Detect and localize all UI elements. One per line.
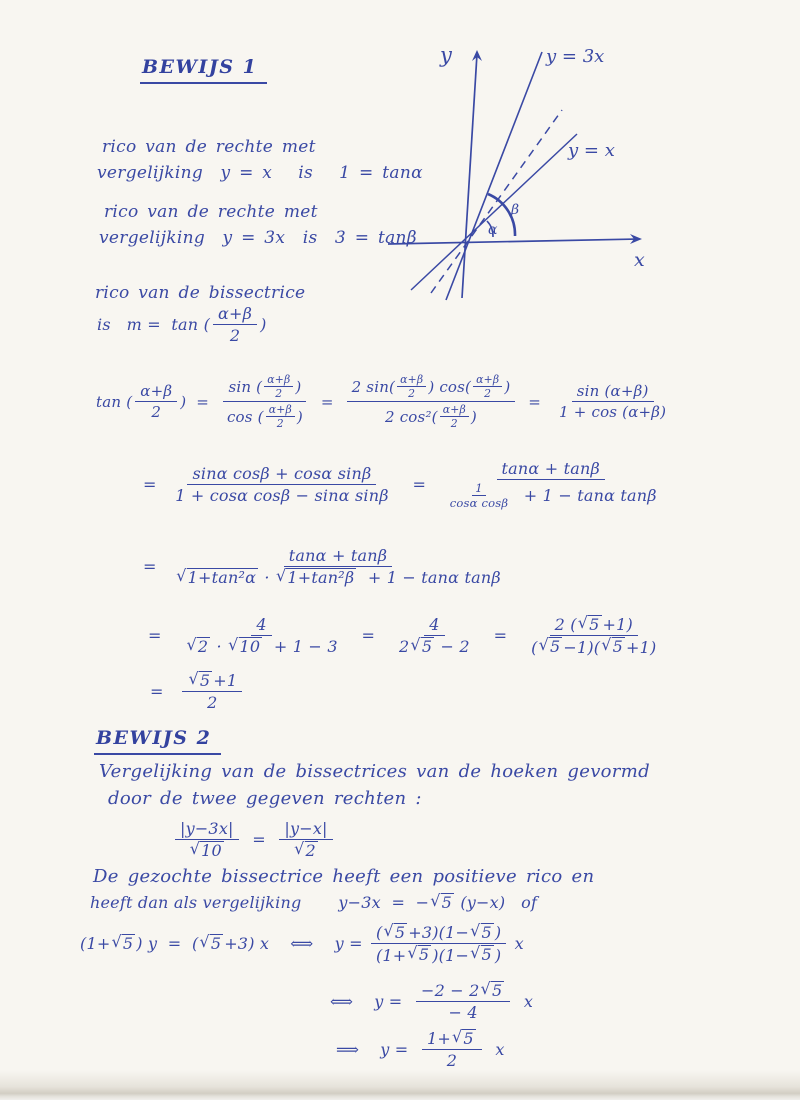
paragraph-line: Vergelijking van de bissectrices van de hoeken gevormd bbox=[99, 761, 650, 782]
paragraph-line: De gezochte bissectrice heeft een positieve rico en bbox=[93, 866, 595, 887]
bisectrix-dashed-line bbox=[431, 110, 562, 293]
paragraph-line: door de twee gegeven rechten : bbox=[108, 788, 422, 809]
equation-line-3: = tanα + tanβ √ 1+tan²α · √ 1+tan²β + 1 − tanα tanβ bbox=[143, 546, 501, 588]
equation-line-6: (1+ √ 5 ) y = ( √ 5 +3) x ⟺ y = ( √ 5 +3)(1− √ 5 ) (1+ √ 5 )(1− √ 5 ) x bbox=[80, 921, 524, 965]
line-y-equals-3x bbox=[446, 52, 542, 300]
y-axis-label: y bbox=[440, 43, 452, 67]
proof1-title: BEWIJS 1 bbox=[140, 56, 267, 84]
paragraph-line: rico van de rechte met bbox=[102, 137, 316, 157]
paragraph-math-line: is m = tan ( $\frac{\alpha+\beta}{2}$ ) bbox=[97, 304, 267, 345]
x-axis-label: x bbox=[634, 249, 645, 271]
equation-line-8: ⟹ y = 1+ √ 5 2 x bbox=[336, 1027, 505, 1071]
axes-diagram bbox=[378, 28, 694, 322]
y-axis-line bbox=[462, 54, 477, 298]
x-axis-line bbox=[388, 239, 638, 244]
paragraph-line: rico van de bissectrice bbox=[95, 283, 306, 303]
equation-line-2: = $\frac{\text{sinα cosβ + cosα sinβ}}{\text{1 + cosα cosβ − sinα sinβ}}$ = tanα + tanβ $\frac{1}{\text{cosα cosβ}}$ + 1 − tanα tanβ bbox=[143, 459, 657, 510]
bisectrix-equation: |y−3x| √ 10 = |y−x| √ 2 bbox=[172, 818, 336, 861]
paragraph-line: vergelijking y = 3x is 3 = tanβ bbox=[99, 228, 417, 248]
paragraph-line: rico van de rechte met bbox=[104, 202, 318, 222]
line-y3x-label: y = 3x bbox=[546, 46, 605, 67]
proof2-title: BEWIJS 2 bbox=[94, 727, 221, 755]
equation-line-4: = 4 √ 2 · √ 10 + 1 − 3 = 4 2 √ 5 − 2 = 2 ( √ 5 +1) ( √ 5 −1)( √ 5 +1) bbox=[148, 613, 657, 657]
scan-edge-shadow bbox=[0, 1070, 800, 1100]
line-yx-label: y = x bbox=[568, 140, 615, 161]
paragraph-line: vergelijking y = x is 1 = tanα bbox=[97, 163, 423, 183]
line-y-equals-x bbox=[411, 134, 577, 290]
alpha-label: α bbox=[488, 222, 498, 238]
equation-line-1: tan ( $\frac{\alpha+\beta}{2}$ ) = sin ( $\frac{\alpha+\beta}{2}$ ) cos ( $\frac{\alpha+\beta}{2}$ ) = 2 sin( $\frac{\alpha+\beta}{2}$ ) cos( $\frac{\alpha+\beta}{2}$ ) 2 cos²( $\frac{\alpha+\beta}{2}$ ) = $\frac{\sin (\alpha+\beta)}{1 + \cos (\alpha+\beta)}$ bbox=[96, 373, 667, 430]
paragraph-math-line: heeft dan als vergelijking y−3x = − √ 5 (y−x) of bbox=[90, 891, 538, 913]
equation-line-7: ⟺ y = −2 − 2 √ 5 − 4 x bbox=[330, 979, 534, 1023]
beta-label: β bbox=[511, 202, 520, 218]
equation-line-5: = √ 5 +1 2 bbox=[150, 670, 245, 713]
